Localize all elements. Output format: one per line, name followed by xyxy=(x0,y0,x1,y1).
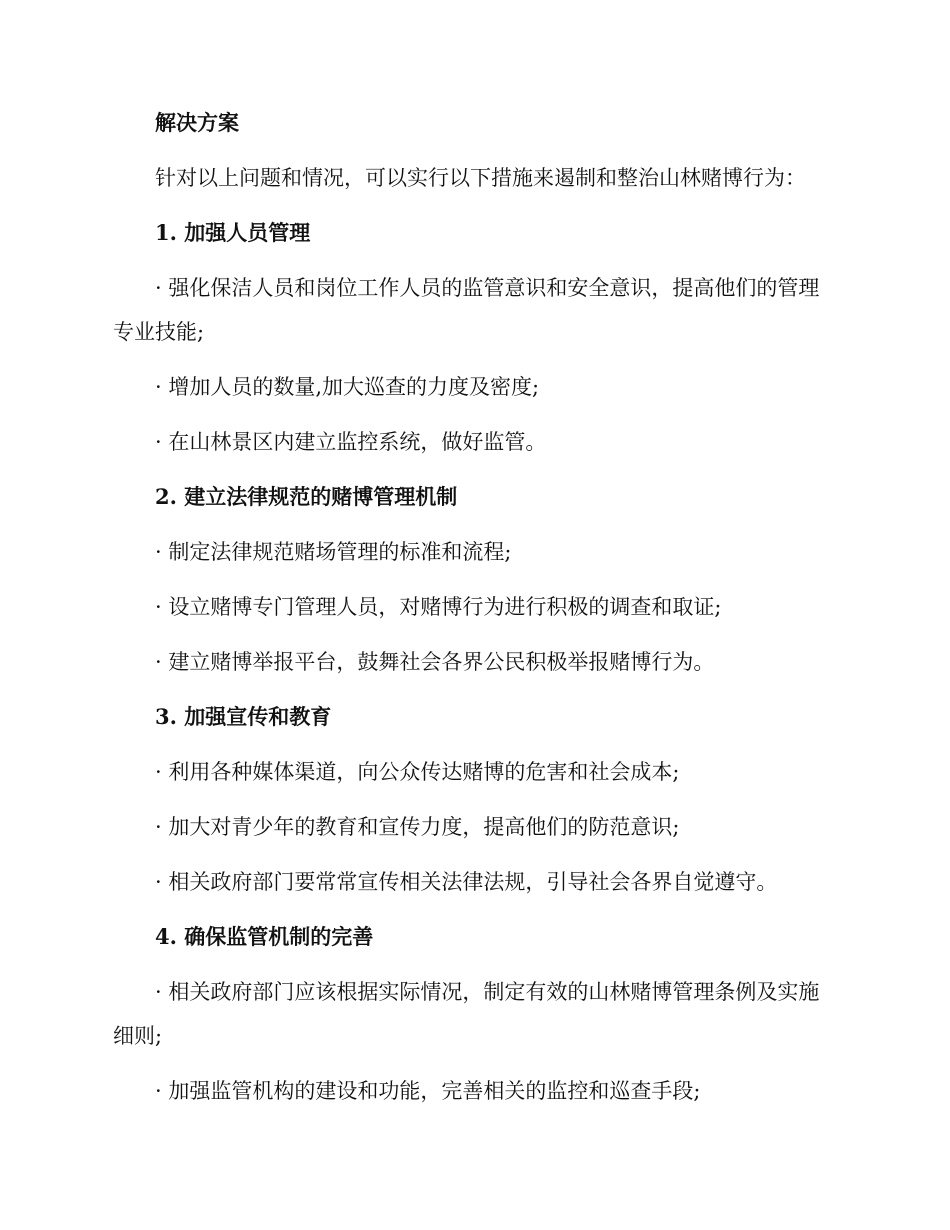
section-heading-3: 3. 加强宣传和教育 xyxy=(155,704,332,729)
section-2-item-2: · 设立赌博专门管理人员，对赌博行为进行积极的调查和取证; xyxy=(155,595,722,619)
section-1-item-2: · 增加人员的数量,加大巡查的力度及密度; xyxy=(155,375,540,399)
section-heading-1: 1. 加强人员管理 xyxy=(155,220,311,245)
section-heading-2: 2. 建立法律规范的赌博管理机制 xyxy=(155,484,458,509)
intro-paragraph: 针对以上问题和情况，可以实行以下措施来遏制和整治山林赌博行为： xyxy=(155,166,806,190)
section-4-item-2: · 加强监管机构的建设和功能，完善相关的监控和巡查手段; xyxy=(155,1079,701,1103)
section-title: 解决方案 xyxy=(155,110,239,135)
section-3-item-3: · 相关政府部门要常常宣传相关法律法规，引导社会各界自觉遵守。 xyxy=(155,870,778,894)
section-4-item-1: · 相关政府部门应该根据实际情况，制定有效的山林赌博管理条例及实施细则; xyxy=(113,980,820,1048)
section-3-item-1: · 利用各种媒体渠道，向公众传达赌博的危害和社会成本; xyxy=(155,760,680,784)
section-3-item-2: · 加大对青少年的教育和宣传力度，提高他们的防范意识; xyxy=(155,815,680,839)
section-1-item-3: · 在山林景区内建立监控系统，做好监管。 xyxy=(155,430,547,454)
section-1-item-1: · 强化保洁人员和岗位工作人员的监管意识和安全意识，提高他们的管理专业技能; xyxy=(113,276,820,344)
document-body xyxy=(113,108,828,1131)
section-heading-4: 4. 确保监管机制的完善 xyxy=(155,924,374,949)
section-2-item-1: · 制定法律规范赌场管理的标准和流程; xyxy=(155,540,512,564)
section-2-item-3: · 建立赌博举报平台，鼓舞社会各界公民积极举报赌博行为。 xyxy=(155,650,715,674)
